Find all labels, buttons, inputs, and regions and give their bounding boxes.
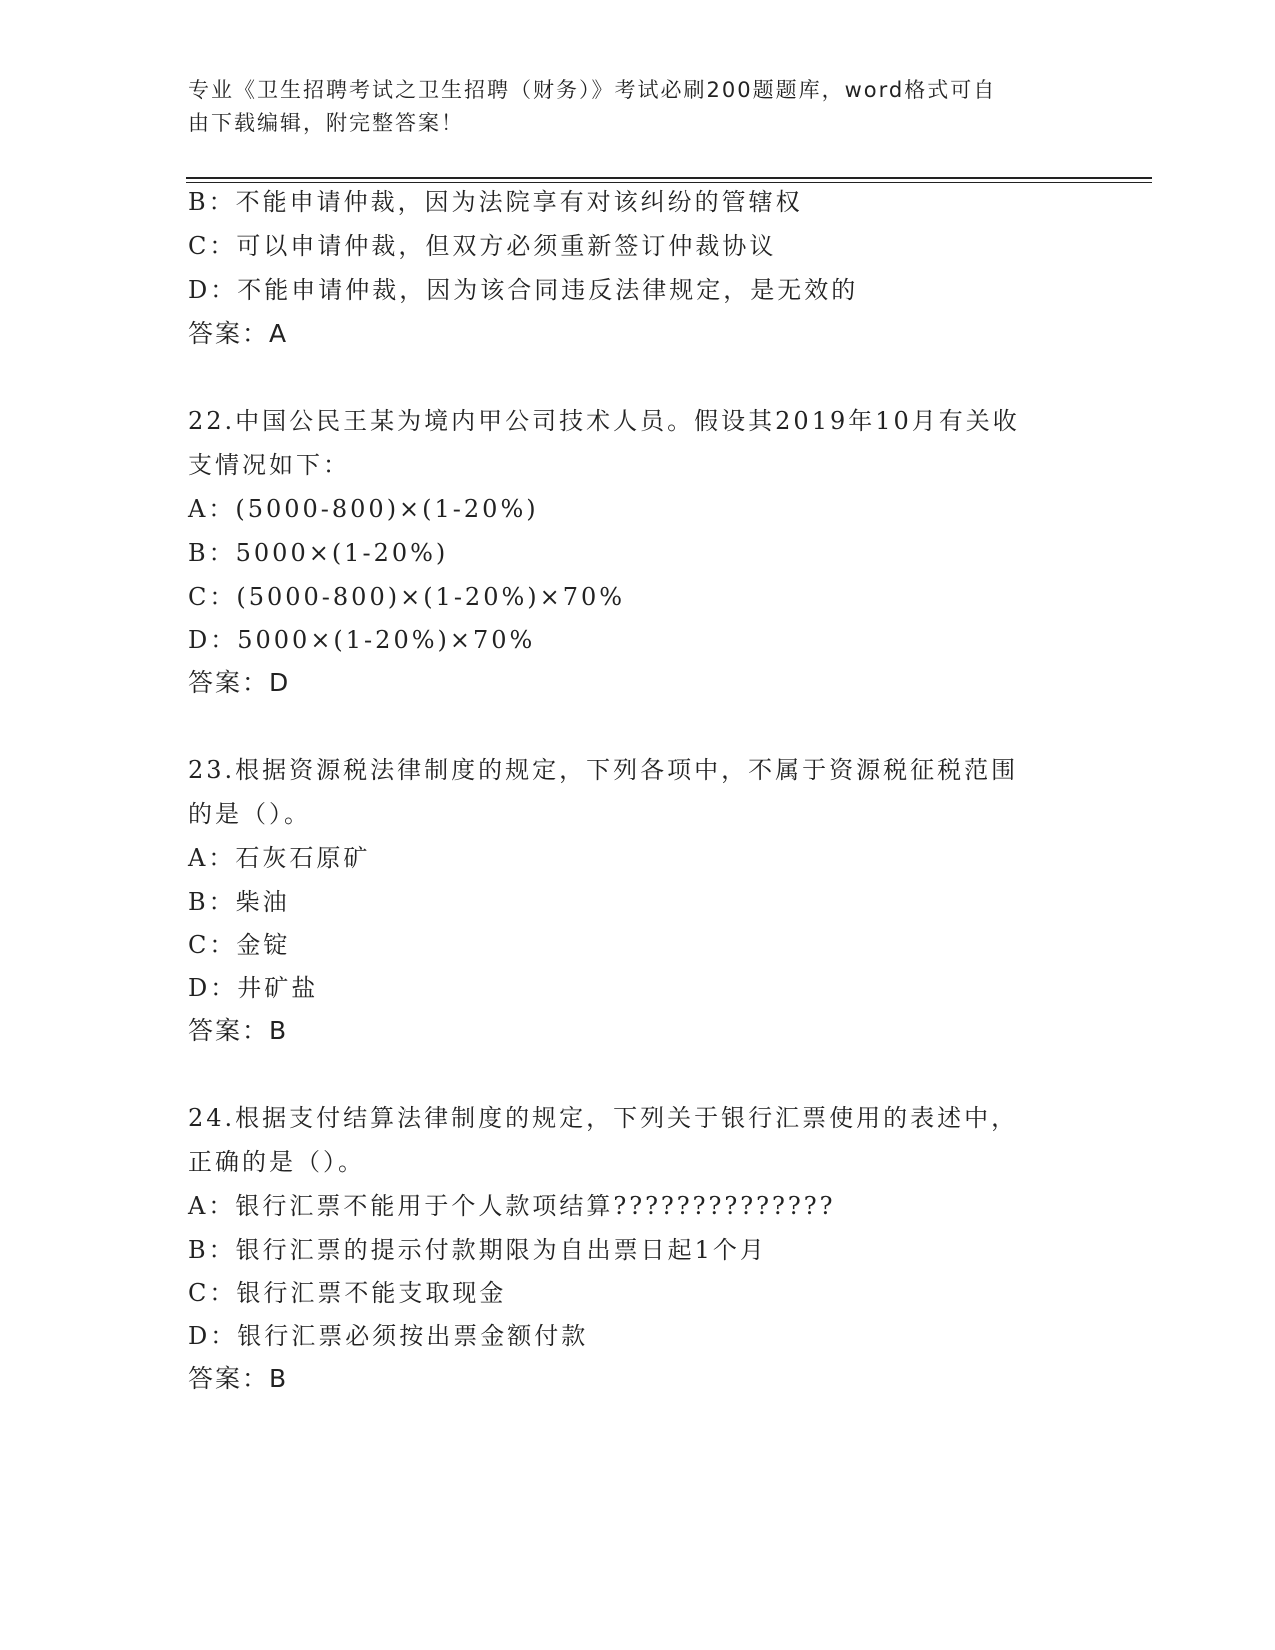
question-22-line-1: 22.中国公民王某为境内甲公司技术人员。假设其2019年10月有关收 xyxy=(188,407,1020,435)
header-divider-thick xyxy=(186,177,1152,179)
option-d: D：5000×(1-20%)×70% xyxy=(188,626,536,654)
answer-label: 答案：A xyxy=(188,319,289,348)
option-c: C：可以申请仲裁，但双方必须重新签订仲裁协议 xyxy=(188,232,777,260)
option-c: C：银行汇票不能支取现金 xyxy=(188,1279,507,1307)
answer-label: 答案：B xyxy=(188,1016,289,1045)
answer-label: 答案：B xyxy=(188,1364,289,1393)
option-c: C：(5000-800)×(1-20%)×70% xyxy=(188,583,626,611)
document-header xyxy=(188,74,1068,140)
option-d: D：井矿盐 xyxy=(188,974,319,1002)
option-a: A：(5000-800)×(1-20%) xyxy=(188,495,539,523)
answer-label: 答案：D xyxy=(188,668,291,697)
option-d: D：银行汇票必须按出票金额付款 xyxy=(188,1322,589,1350)
option-a: A：银行汇票不能用于个人款项结算?????????????? xyxy=(188,1192,836,1220)
option-b: B：不能申请仲裁，因为法院享有对该纠纷的管辖权 xyxy=(188,188,803,216)
option-b: B：5000×(1-20%) xyxy=(188,539,449,567)
option-c: C：金锭 xyxy=(188,931,291,959)
option-d: D：不能申请仲裁，因为该合同违反法律规定，是无效的 xyxy=(188,276,859,304)
header-line-1: 专业《卫生招聘考试之卫生招聘（财务）》考试必刷200题题库，word格式可自 xyxy=(188,78,997,102)
question-22-line-2: 支情况如下： xyxy=(188,451,350,479)
option-a: A：石灰石原矿 xyxy=(188,844,371,872)
question-24-line-2: 正确的是（）。 xyxy=(188,1148,365,1176)
question-23-line-1: 23.根据资源税法律制度的规定，下列各项中，不属于资源税征税范围 xyxy=(188,756,1019,784)
question-24-line-1: 24.根据支付结算法律制度的规定，下列关于银行汇票使用的表述中， xyxy=(188,1104,1019,1132)
option-b: B：银行汇票的提示付款期限为自出票日起1个月 xyxy=(188,1236,767,1264)
header-line-2: 由下载编辑，附完整答案！ xyxy=(188,111,464,135)
option-b: B：柴油 xyxy=(188,888,290,916)
question-23-line-2: 的是（）。 xyxy=(188,800,311,828)
